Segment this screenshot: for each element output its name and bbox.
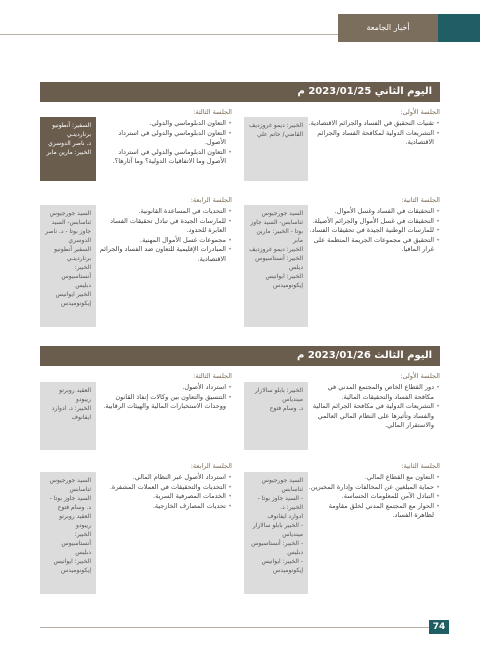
speaker-name: الخبير: بابلو سالازار [254,387,303,394]
top-header-bar [0,14,480,42]
session-topics [308,473,440,521]
session-topics [98,473,232,511]
topic-item: • مجموعات غسل الأموال المهنية. [98,236,232,246]
topic-item: • التنسيق والتعاون بين وكالات إنفاذ القانون ووحدات الاستخبارات المالية والهيئات الرقابية. [98,393,232,412]
topic-item: • استرداد الأصول عبر النظام المالي. [98,473,232,483]
session-title: الجلسة الرابعة: [190,462,232,470]
section-tab: أخبار الجامعة [338,14,438,42]
speaker-name: السيد جورجيوس ثناسابس- السيد جاوز بوتا - الخبير: مارين مابر [250,210,303,244]
speaker-name: الخبير: د. ادوارد ايفانوف [51,405,91,421]
speaker-name: القاضي/ حاتم علي [256,131,303,138]
topic-item: • التحديات في المساعدة القانونية. [98,207,232,217]
speaker-name: العقيد روبرتو ريبودو [59,387,91,403]
session-topics [98,207,232,265]
session-topics [308,383,440,431]
speaker-name: السيد جورجيوس ثناسابس- السيد جاوز بوتا - د. ناصر الدوسري [45,210,91,244]
session-title: الجلسة الثالثة: [193,108,232,116]
speaker-name: السيد جاوز بوتا - د. وسام فتوح [49,495,91,511]
speaker-name: د. وسام فتوح [269,405,303,412]
topic-item: • استرداد الأصول. [98,383,232,393]
speaker-name: السفير: أنطونيو برناردينـي [52,122,91,138]
topic-item: • التحقيق في مجموعات الجريمة المنظمة على غرار المافيا. [308,236,440,255]
speaker-name: السيد جورجيوس ثناسابس [261,477,303,493]
session-title: الجلسة الثانية: [401,462,440,470]
topic-item: • للمارسات الوطنية الجيدة في تحقيقات الفساد. [308,226,440,236]
speaker-name: ادوارد ايفانوف [267,513,303,520]
session-title: الجلسة الأولى: [400,372,440,380]
speaker-name: الخبير: ديمو غروزديف [249,122,303,129]
speakers-box [244,205,308,327]
session-topics [308,207,440,255]
speaker-name: الخبير: أنستاسيوس ديلس [255,255,303,271]
speakers-box [40,117,96,181]
speaker-name: الخبير ايوانيس إيكونوميدس [55,291,91,307]
speaker-name: - الخبير بابلو سالازار ميندياس [252,522,303,538]
speakers-box [40,472,96,594]
speakers-box [244,382,308,450]
speaker-name: الخبير: مارين مابر [46,149,91,156]
topic-item: • الخدمات المصرفية السرية. [98,492,232,502]
speakers-box [244,472,308,594]
topic-item: • دور القطاع الخاص والمجتمع المدني في مكافحة الفساد والتحقيقات المالية. [308,383,440,402]
topic-item: • التعاون مع القطاع المالي. [308,473,440,483]
topic-item: • التحديات والتحقيقات في العملات المشفرة. [98,483,232,493]
session-title: الجلسة الرابعة: [190,196,232,204]
speaker-name: - السيد جاوز بوتا - الخبير: د. [257,495,303,511]
speaker-name: ميندياس [282,396,303,403]
speaker-name: العقيد روبرتو ريبودو [59,513,91,529]
topic-item: • التشريعات الدولية في مكافحة الجرائم المالية والفساد وتأثيرها على النظام المالي العالمي والاستقرار المالي. [308,402,440,431]
topic-item: • المبادرات الإقليمية للتعاون ضد الفساد والجرائم الاقتصادية. [98,245,232,264]
day-heading: اليوم الثاني 2023/01/25 م [40,82,440,102]
topic-item: • التبادل الآمن للمعلومات الحساسة. [308,492,440,502]
session-topics [98,383,232,412]
topic-item: • الحوار مع المجتمع المدني لخلق مقاومة لظاهرة الفساد. [308,502,440,521]
topic-item: • التعاون الدبلوماسي والدولي في استرداد الأصول. [98,129,232,148]
topic-item: • للمارسات الجيدة في تبادل تحقيقات الفساد العابرة للحدود. [98,217,232,236]
speaker-name: الخبير: ايوانيس إيكونوميدس [53,558,91,574]
footer-rule [40,627,429,628]
page-number: 74 [429,620,449,634]
header-accent-block [438,14,480,42]
speakers-box [244,117,308,181]
session-title: الجلسة الأولى: [400,108,440,116]
header-rule [0,34,338,35]
topic-item: • التحقيقات في غسل الأموال والجرائم الأصيلة. [308,217,440,227]
topic-item: • تحديات المصارف الخارجية. [98,502,232,512]
session-topics [98,119,232,167]
speaker-name: الخبير: ديمو غروزديف [249,246,303,253]
topic-item: • التحقيقات في الفساد وغسل الأموال. [308,207,440,217]
speaker-name: - الخبير: أنستاسيوس دبليس [251,540,303,556]
speaker-name: الخبير: أنستاسيوس دبليس [61,264,91,289]
topic-item: • تقنيات التحقيق في الفساد والجرائم الاقتصادية. [308,119,440,129]
speaker-name: د. ناصر الدوسري [48,140,91,147]
speaker-name: الخبير: أنستاسيوس دبليس [61,531,91,556]
speaker-name: الخبير: ايوانيس إيكونوميدس [265,273,303,289]
topic-item: • التعاون الدبلوماسي والدولي. [98,119,232,129]
day-heading: اليوم الثالث 2023/01/26 م [40,346,440,366]
speakers-box [40,382,96,450]
speaker-name: - الخبير: ايوانيس إيكونوميدس [261,558,303,574]
session-title: الجلسة الثانية: [401,196,440,204]
speakers-box [40,205,96,327]
session-title: الجلسة الثالثة: [193,372,232,380]
topic-item: • التشريعات الدولية لمكافحة الفساد والجرائم الاقتصادية. [308,129,440,148]
topic-item: • حماية المبلغين عن المخالفات وإدارة المخبرين. [308,483,440,493]
session-topics [308,119,440,148]
speaker-name: السفير أنطونيو برناردينـي [54,246,91,262]
topic-item: • التعاون الدبلوماسي والدولي في استرداد الأصول وما الاتفاقيات الدولية؟ وما آثارها؟. [98,148,232,167]
speaker-name: السيد جورجيوس ثناسابس [49,477,91,493]
